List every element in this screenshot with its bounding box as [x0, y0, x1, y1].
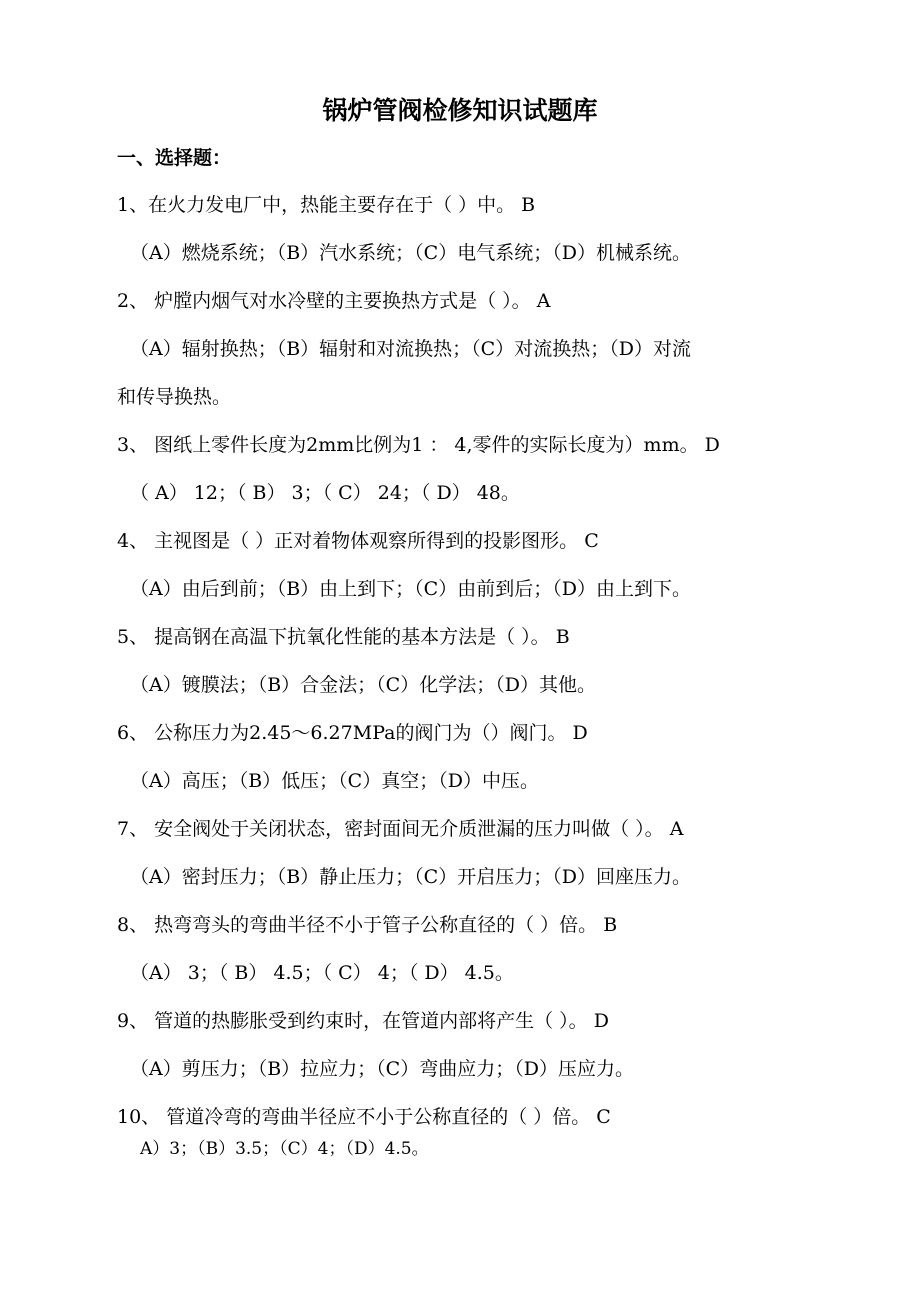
question-1: 1、在火力发电厂中，热能主要存在于（ ）中。 B: [117, 194, 536, 216]
question-4: 4、 主视图是（ ）正对着物体观察所得到的投影图形。 C: [117, 530, 599, 552]
question-5-options: （A）镀膜法；（B）合金法；（C）化学法；（D）其他。: [130, 674, 596, 696]
question-2-options: （A）辐射换热；（B）辐射和对流换热；（C）对流换热；（D）对流: [130, 338, 691, 360]
question-8-options: （A） 3；（ B） 4.5；（ C） 4；（ D） 4.5。: [130, 962, 514, 984]
document-title: 锅炉管阀检修知识试题库: [322, 96, 598, 125]
question-2: 2、 炉膛内烟气对水冷壁的主要换热方式是（ ）。 A: [117, 290, 551, 312]
question-6: 6、 公称压力为2.45〜6.27MPa的阀门为（）阀门。 D: [117, 722, 588, 744]
question-9: 9、 管道的热膨胀受到约束时，在管道内部将产生（ ）。 D: [117, 1010, 609, 1032]
question-1-options: （A）燃烧系统；（B）汽水系统；（C）电气系统；（D）机械系统。: [130, 242, 691, 264]
question-8: 8、 热弯弯头的弯曲半径不小于管子公称直径的（ ）倍。 B: [117, 914, 618, 936]
question-10-options: A）3；（B）3.5；（C）4；（D）4.5。: [140, 1139, 429, 1159]
question-6-options: （A）高压；（B）低压；（C）真空；（D）中压。: [130, 770, 539, 792]
question-10: 10、 管道冷弯的弯曲半径应不小于公称直径的（ ）倍。 C: [117, 1106, 611, 1128]
question-2-options-continued: 和传导换热。: [117, 386, 232, 408]
question-9-options: （A）剪压力；（B）拉应力；（C）弯曲应力；（D）压应力。: [130, 1058, 634, 1080]
question-3-options: （ A） 12；（ B） 3；（ C） 24；（ D） 48。: [130, 482, 520, 504]
question-3: 3、 图纸上零件长度为2mm比例为1 ： 4,零件的实际长度为）mm。 D: [117, 434, 720, 456]
question-7: 7、 安全阀处于关闭状态，密封面间无介质泄漏的压力叫做（ ）。 A: [117, 818, 684, 840]
question-4-options: （A）由后到前；（B）由上到下；（C）由前到后；（D）由上到下。: [130, 578, 691, 600]
section-heading: 一、选择题：: [117, 147, 232, 169]
question-5: 5、 提高钢在高温下抗氧化性能的基本方法是（ ）。 B: [117, 626, 570, 648]
question-7-options: （A）密封压力；（B）静止压力；（C）开启压力；（D）回座压力。: [130, 866, 691, 888]
